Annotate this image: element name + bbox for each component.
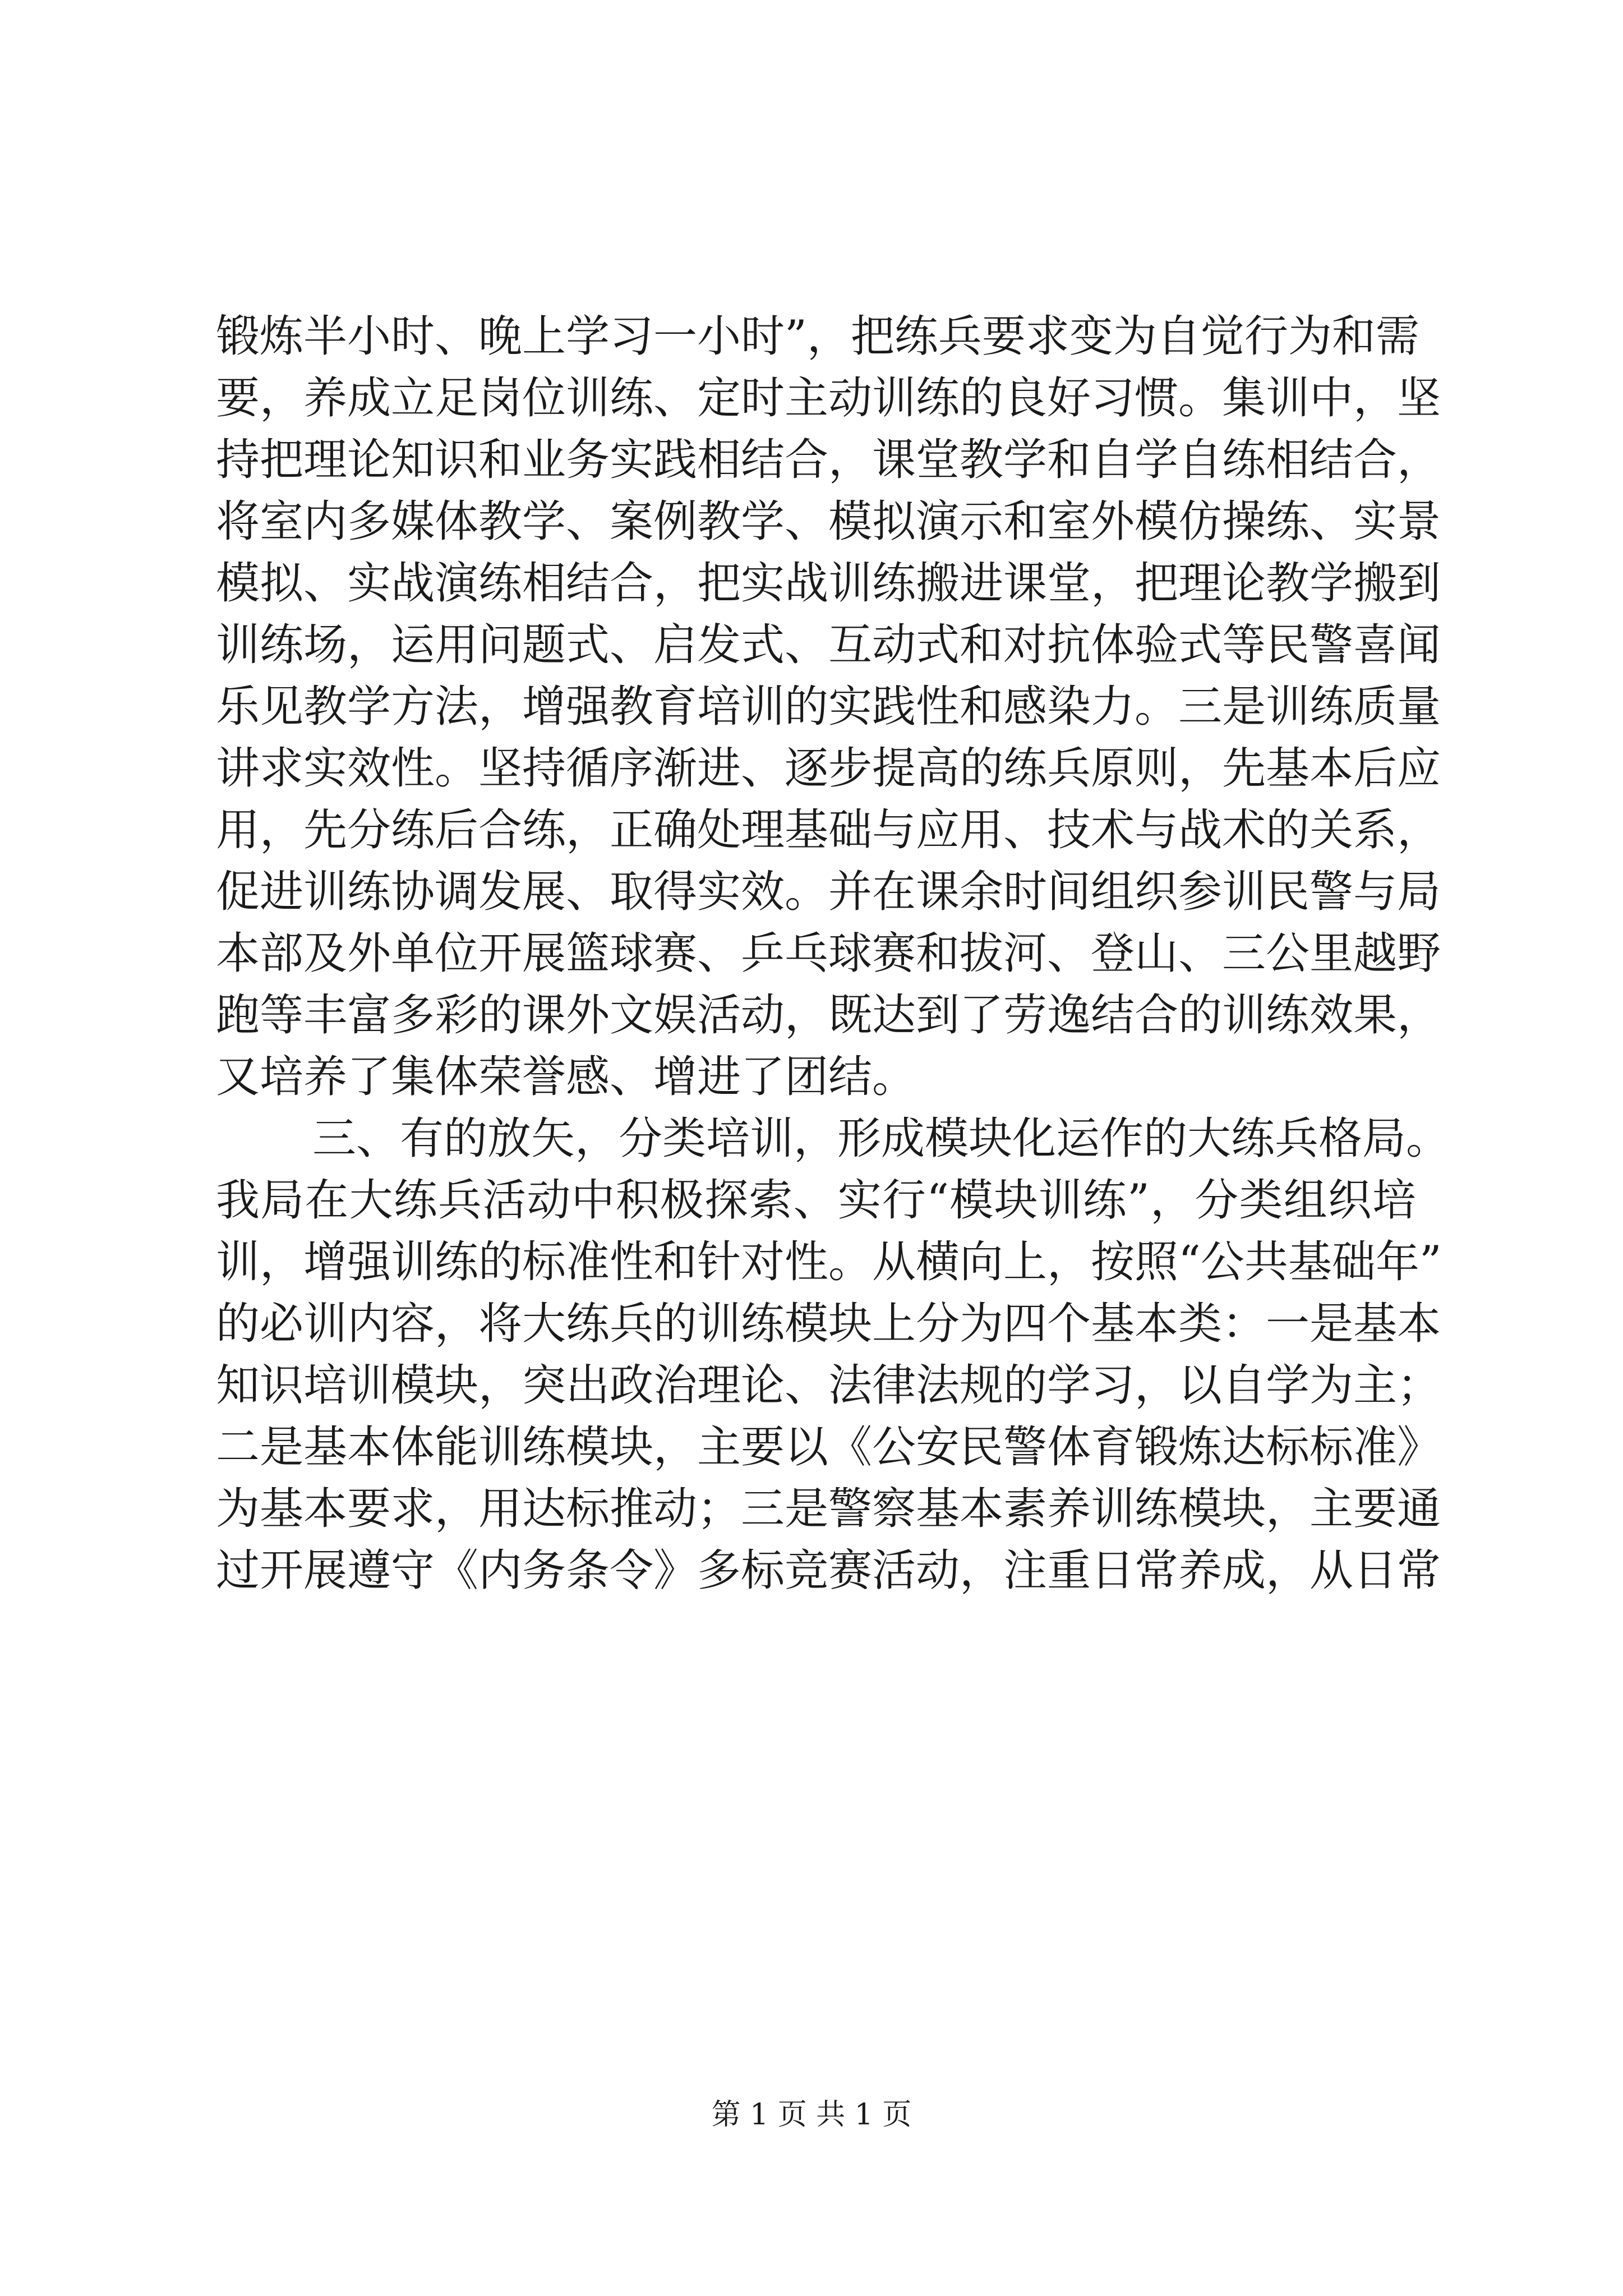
page-footer: 第 1 页 共 1 页 <box>711 2098 912 2132</box>
text-line-7: 乐见教学方法，增强教育培训的实践性和感染力。三是训练质量 <box>216 682 1441 732</box>
text-line-12: 跑等丰富多彩的课外文娱活动，既达到了劳逸结合的训练效果， <box>216 990 1441 1041</box>
text-line-11: 本部及外单位开展篮球赛、乒乓球赛和拔河、登山、三公里越野 <box>216 928 1441 979</box>
text-line-19: 二是基本体能训练模块，主要以《公安民警体育锻炼达标标准》 <box>216 1422 1441 1473</box>
text-line-21: 过开展遵守《内务条令》多标竞赛活动，注重日常养成，从日常 <box>216 1545 1441 1596</box>
text-line-16: 训，增强训练的标准性和针对性。从横向上，按照“公共基础年” <box>216 1237 1442 1287</box>
text-line-8: 讲求实效性。坚持循序渐进、逐步提高的练兵原则，先基本后应 <box>216 743 1441 794</box>
paragraph-heading-line: 三、有的放矢，分类培训，形成模块化运作的大练兵格局。 <box>312 1114 1450 1164</box>
text-line-4: 将室内多媒体教学、案例教学、模拟演示和室外模仿操练、实景 <box>216 496 1441 547</box>
text-line-15: 我局在大练兵活动中积极探索、实行“模块训练”，分类组织培 <box>216 1175 1416 1226</box>
text-line-5: 模拟、实战演练相结合，把实战训练搬进课堂，把理论教学搬到 <box>216 558 1441 609</box>
text-line-17: 的必训内容，将大练兵的训练模块上分为四个基本类：一是基本 <box>216 1299 1441 1349</box>
text-line-3: 持把理论知识和业务实践相结合，课堂教学和自学自练相结合， <box>216 435 1441 485</box>
text-line-1: 锻炼半小时、晚上学习一小时”，把练兵要求变为自觉行为和需 <box>216 311 1419 362</box>
text-line-10: 促进训练协调发展、取得实效。并在课余时间组织参训民警与局 <box>216 867 1441 917</box>
text-line-6: 训练场，运用问题式、启发式、互动式和对抗体验式等民警喜闻 <box>216 620 1441 670</box>
text-line-20: 为基本要求，用达标推动；三是警察基本素养训练模块，主要通 <box>216 1484 1441 1534</box>
text-line-2: 要，养成立足岗位训练、定时主动训练的良好习惯。集训中，坚 <box>216 373 1441 424</box>
text-line-9: 用，先分练后合练，正确处理基础与应用、技术与战术的关系， <box>216 805 1441 855</box>
text-line-18: 知识培训模块，突出政治理论、法律法规的学习，以自学为主； <box>216 1360 1441 1411</box>
text-line-13: 又培养了集体荣誉感、增进了团结。 <box>216 1052 916 1102</box>
